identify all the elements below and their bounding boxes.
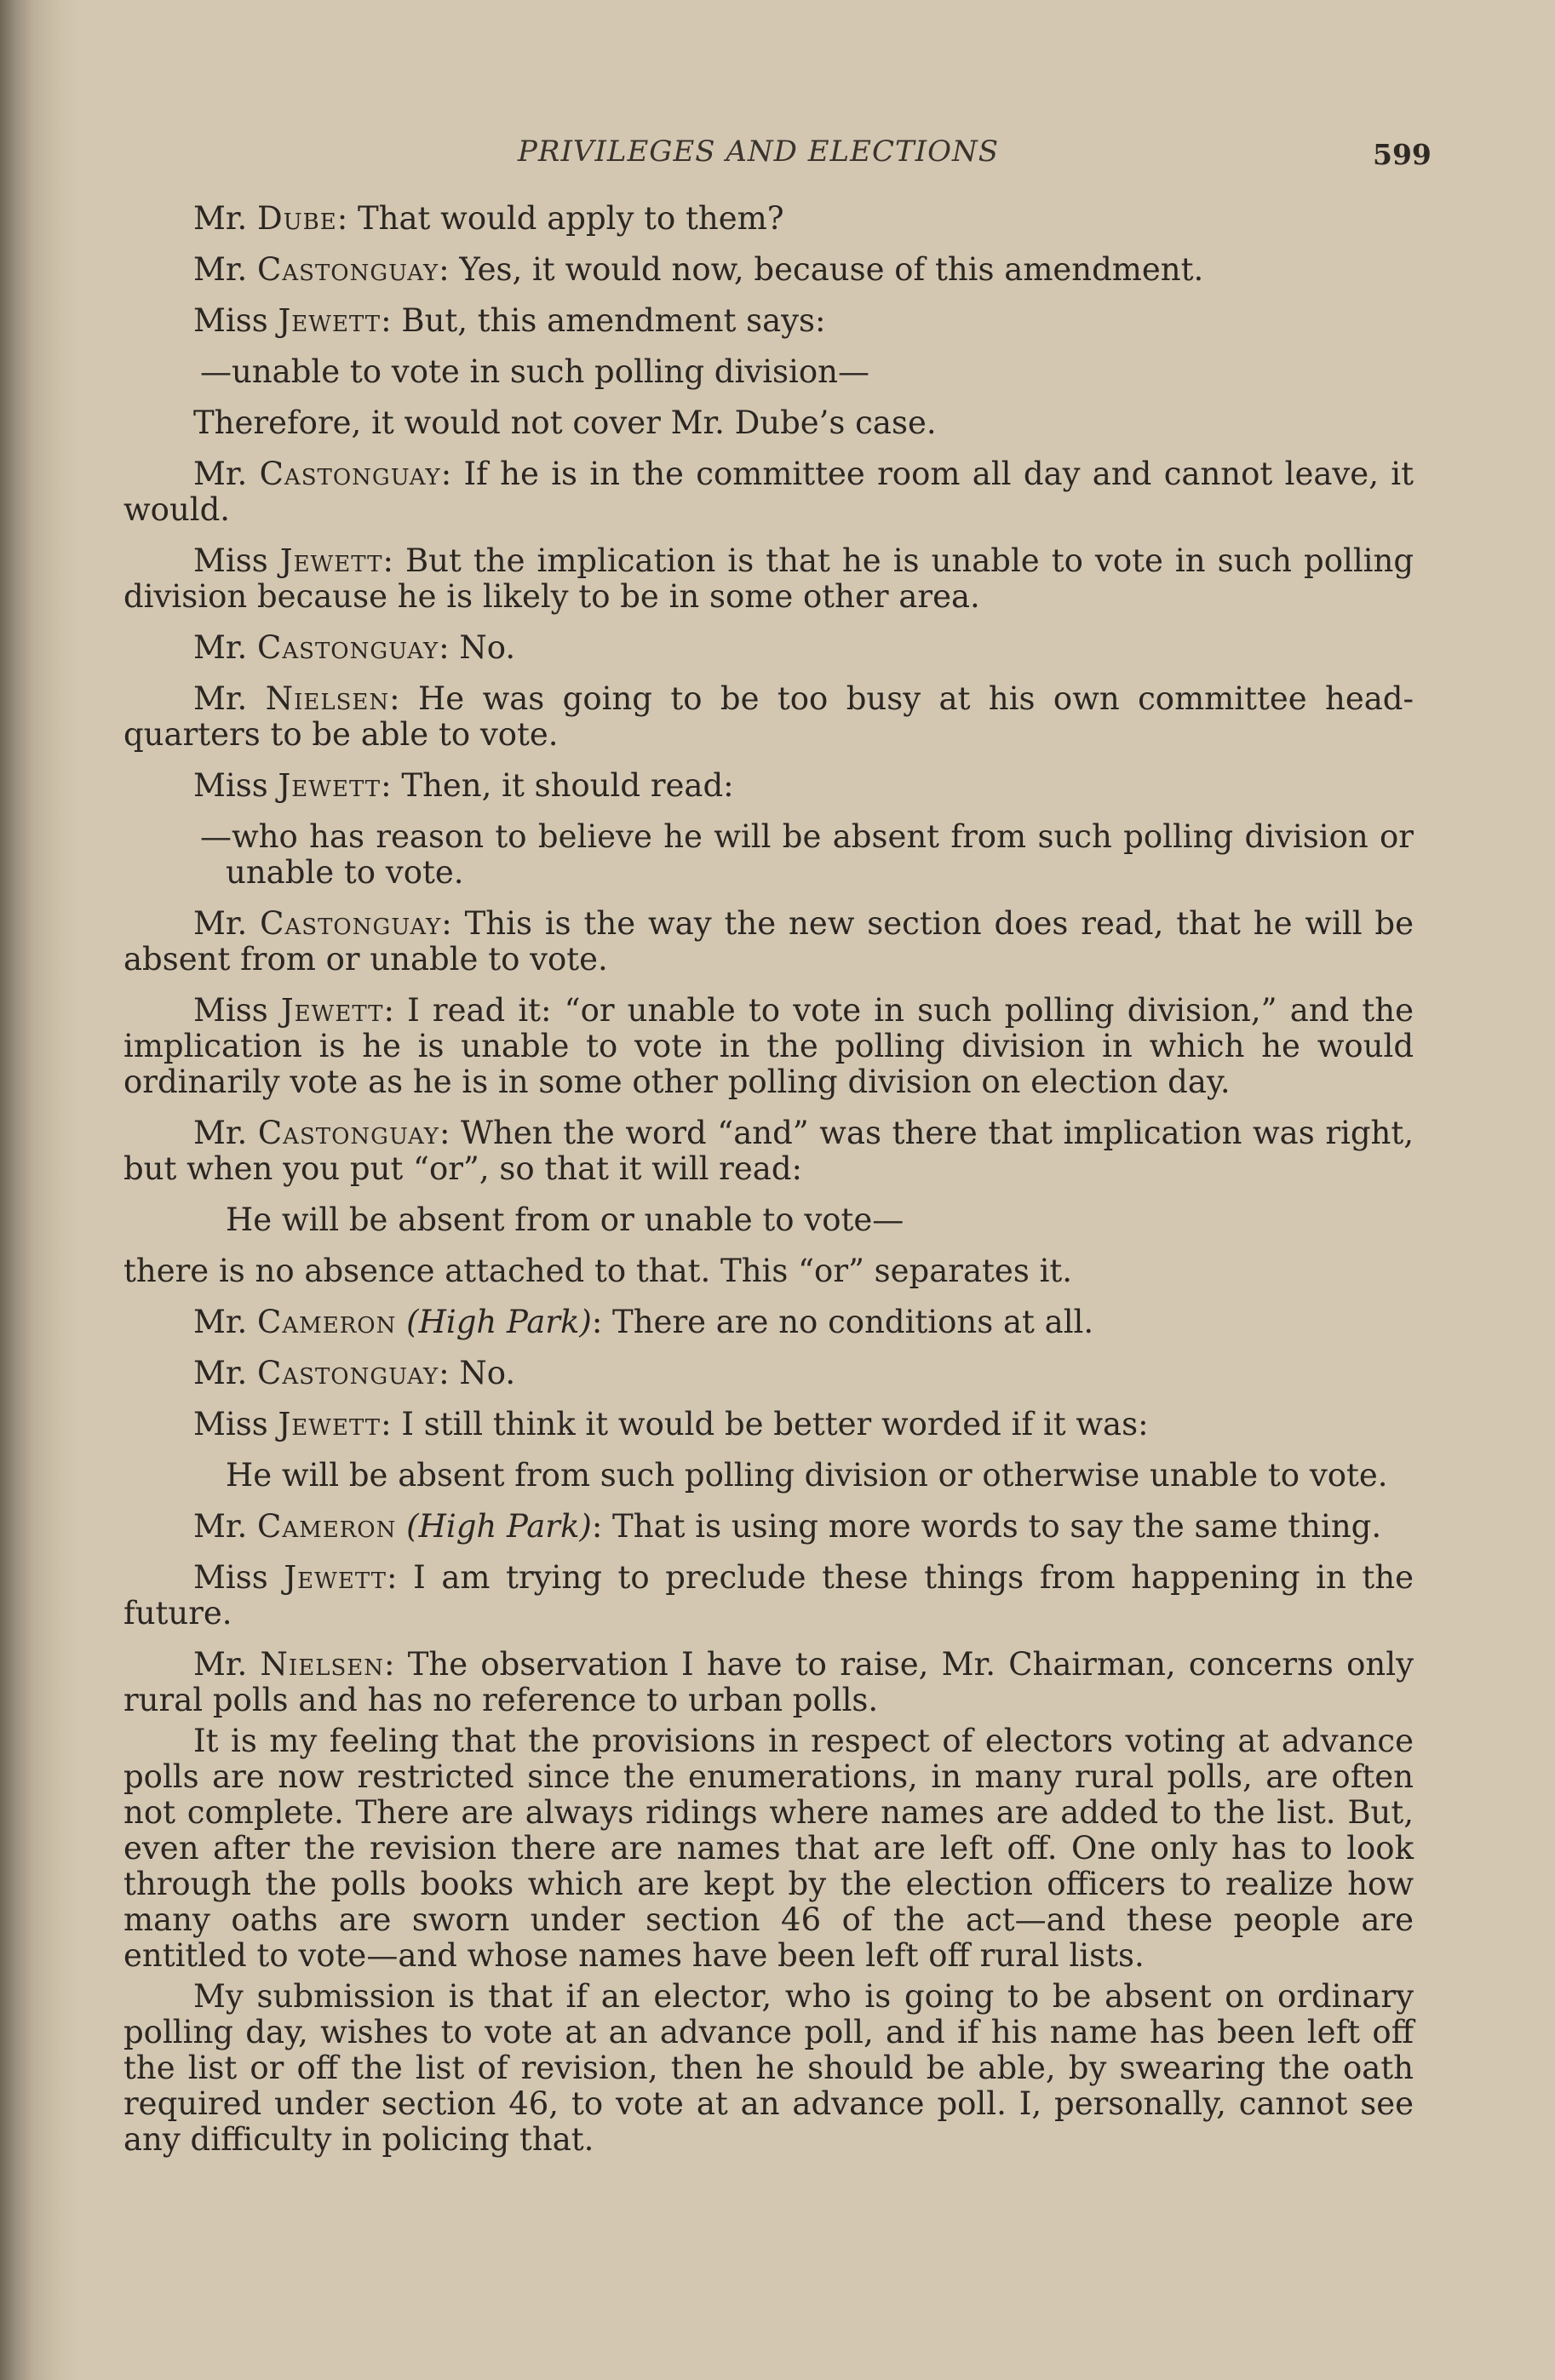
speaker-name: Jewett <box>278 1406 382 1442</box>
transcript-paragraph: Miss Jewett: Then, it should read: <box>193 767 734 804</box>
constituency: (High Park) <box>406 1304 592 1340</box>
transcript-paragraph: Mr. Cameron (High Park): There are no conditions at all. <box>193 1304 1094 1340</box>
running-head: PRIVILEGES AND ELECTIONS <box>518 135 999 169</box>
transcript-paragraph: Therefore, it would not cover Mr. Dube’s case. <box>193 404 937 441</box>
page-number: 599 <box>1373 138 1432 171</box>
speaker-name: Castonguay <box>257 251 439 288</box>
speaker-name: Jewett <box>280 992 384 1029</box>
speaker-name: Nielsen <box>260 1646 384 1683</box>
speaker-name: Castonguay <box>257 629 439 666</box>
transcript-paragraph: Mr. Castonguay: No. <box>193 629 516 666</box>
transcript-paragraph: Miss Jewett: But the implication is that he is unable to vote in such polling division because he is likely to be in some other area. <box>123 542 1414 615</box>
transcript-paragraph: Mr. Castonguay: When the word “and” was there that implication was right, but when you put “or”, so that it will read: <box>123 1115 1414 1187</box>
transcript-paragraph: Miss Jewett: I still think it would be better worded if it was: <box>193 1406 1149 1442</box>
speaker-name: Cameron <box>257 1304 397 1340</box>
transcript-paragraph: Mr. Castonguay: If he is in the committee room all day and cannot leave, it would. <box>123 456 1414 528</box>
transcript-paragraph: Mr. Castonguay: This is the way the new section does read, that he will be absent from or unable to vote. <box>123 905 1414 978</box>
quoted-text: —unable to vote in such polling division— <box>200 353 869 390</box>
transcript-paragraph: Miss Jewett: I read it: “or unable to vote in such polling division,” and the implication is he is unable to vote in the polling division in which he would ordinarily vote as he is in some other polling division on election day. <box>123 992 1414 1100</box>
quoted-text: He will be absent from such polling division or otherwise unable to vote. <box>226 1457 1388 1494</box>
speaker-name: Cameron <box>257 1508 397 1545</box>
quoted-text: He will be absent from or unable to vote— <box>226 1201 904 1238</box>
continued-text: there is no absence attached to that. This “or” separates it. <box>123 1253 1073 1289</box>
speaker-name: Castonguay <box>257 1355 439 1391</box>
transcript-paragraph: My submission is that if an elector, who is going to be absent on ordinary polling day, wishes to vote at an advance poll, and if his name has been left off the list or off the list of revision, then he should be able, by swearing the oath required under section 46, to vote at an advance poll. I, personally, cannot see any difficulty in policing that. <box>123 1978 1414 2158</box>
constituency: (High Park) <box>406 1508 592 1545</box>
transcript-paragraph: It is my feeling that the provisions in respect of electors voting at advance polls are now restricted since the enumerations, in many rural polls, are often not complete. There are always ridings where names are added to the list. But, even after the revision there are names that are left off. One only has to look through the polls books which are kept by the election officers to realize how many oaths are sworn under section 46 of the act—and these people are entitled to vote—and whose names have been left off rural lists. <box>123 1723 1414 1974</box>
transcript-paragraph: Mr. Nielsen: The observation I have to raise, Mr. Chairman, concerns only rural polls and has no reference to urban polls. <box>123 1646 1414 1718</box>
transcript-paragraph: Miss Jewett: I am trying to preclude these things from happening in the future. <box>123 1559 1414 1632</box>
transcript-paragraph: Mr. Castonguay: Yes, it would now, because of this amendment. <box>193 251 1204 288</box>
speaker-name: Jewett <box>284 1559 387 1596</box>
speaker-name: Jewett <box>278 767 382 804</box>
transcript-body <box>123 201 1414 2173</box>
transcript-paragraph: Mr. Cameron (High Park): That is using more words to say the same thing. <box>193 1508 1382 1545</box>
speaker-name: Castonguay <box>257 1115 439 1151</box>
transcript-paragraph: Mr. Castonguay: No. <box>193 1355 516 1391</box>
speaker-name: Castonguay <box>260 905 442 942</box>
transcript-paragraph: Miss Jewett: But, this amendment says: <box>193 302 826 339</box>
speaker-name: Dube <box>257 200 337 237</box>
speaker-name: Jewett <box>279 542 383 579</box>
transcript-paragraph: Mr. Nielsen: He was going to be too busy at his own committee head-quarters to be able to vote. <box>123 680 1414 753</box>
speaker-name: Nielsen <box>265 680 390 717</box>
speaker-name: Jewett <box>278 302 382 339</box>
speaker-name: Castonguay <box>259 456 441 492</box>
transcript-paragraph: Mr. Dube: That would apply to them? <box>193 200 784 237</box>
quoted-text: —who has reason to believe he will be absent from such polling division or unable to vote. <box>200 818 1414 891</box>
